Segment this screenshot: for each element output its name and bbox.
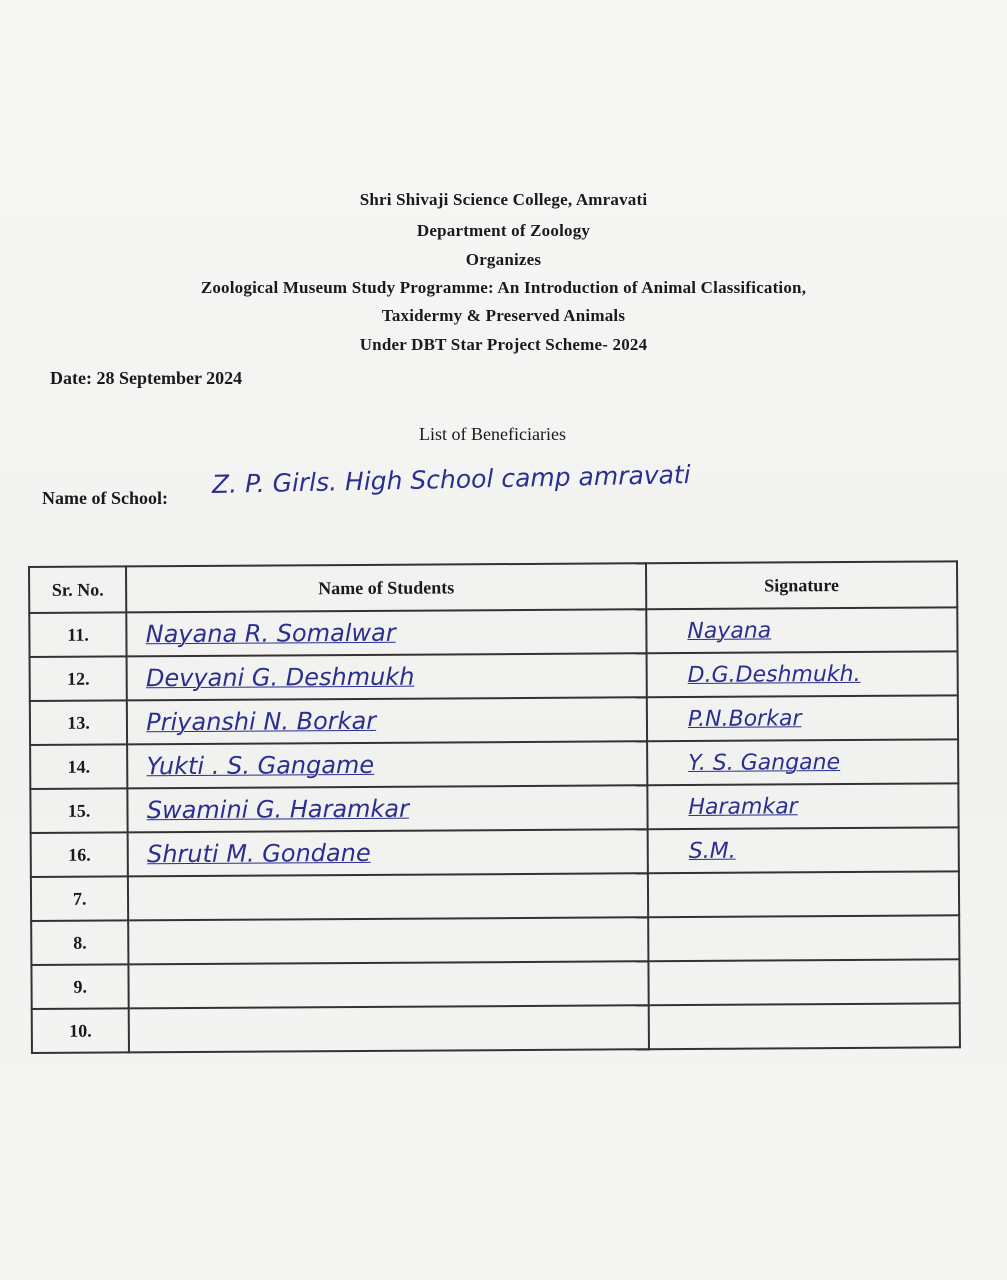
header-sr-no: Sr. No. xyxy=(29,566,127,613)
student-signature xyxy=(649,970,689,995)
table-row xyxy=(32,1003,960,1053)
event-date: Date: 28 September 2024 xyxy=(50,368,243,388)
sr-no-cell: 12. xyxy=(30,656,128,701)
college-name: Shri Shivaji Science College, Amravati xyxy=(359,190,648,209)
programme-title-line2: Taxidermy & Preserved Animals xyxy=(381,306,626,325)
table-row xyxy=(30,651,958,701)
table-row xyxy=(31,959,959,1009)
header-student-name: Name of Students xyxy=(126,563,646,612)
student-signature: Y. S. Gangane xyxy=(688,749,841,776)
sr-no-cell: 13. xyxy=(30,700,128,745)
student-name xyxy=(129,884,147,912)
student-name xyxy=(130,928,148,956)
sr-no-cell: 15. xyxy=(30,788,128,833)
scheme-line: Under DBT Star Project Scheme- 2024 xyxy=(359,335,648,354)
student-signature: P.N.Borkar xyxy=(687,705,802,732)
student-signature: Nayana xyxy=(687,617,772,644)
organizes-text: Organizes xyxy=(465,250,542,269)
student-name: Swamini G. Haramkar xyxy=(146,794,410,825)
table-row xyxy=(30,739,958,789)
table-row xyxy=(31,827,959,877)
sr-no-cell: 9. xyxy=(31,964,129,1009)
student-signature: S.M. xyxy=(688,838,736,864)
sr-no-cell: 16. xyxy=(31,832,129,877)
student-signature xyxy=(650,1014,690,1039)
student-name: Devyani G. Deshmukh xyxy=(145,662,415,693)
beneficiaries-table xyxy=(28,560,961,1054)
sr-no-cell: 10. xyxy=(32,1008,130,1053)
sr-no-cell: 11. xyxy=(29,612,127,657)
student-name: Yukti . S. Gangame xyxy=(146,750,375,781)
table-row xyxy=(31,871,959,921)
sr-no-cell: 7. xyxy=(31,876,129,921)
school-name-handwritten: Z. P. Girls. High School camp amravati xyxy=(211,459,691,499)
student-signature: Haramkar xyxy=(688,793,798,820)
student-name: Nayana R. Somalwar xyxy=(145,618,396,649)
student-signature xyxy=(649,882,689,907)
student-signature xyxy=(649,926,689,951)
sr-no-cell: 14. xyxy=(30,744,128,789)
programme-title-line1: Zoological Museum Study Programme: An Introduction of Animal Classification, xyxy=(200,278,807,297)
header-signature: Signature xyxy=(646,561,957,609)
table-row xyxy=(30,695,958,745)
table-row xyxy=(29,607,957,657)
sr-no-cell: 8. xyxy=(31,920,129,965)
student-name: Priyanshi N. Borkar xyxy=(146,706,377,737)
student-name: Shruti M. Gondane xyxy=(146,838,371,869)
table-row xyxy=(30,783,958,833)
department-name: Department of Zoology xyxy=(416,221,591,240)
table-header-row xyxy=(29,561,957,613)
student-name xyxy=(130,1016,148,1044)
school-label: Name of School: xyxy=(42,488,168,508)
list-title: List of Beneficiaries xyxy=(419,424,566,444)
table-row xyxy=(31,915,959,965)
student-signature: D.G.Deshmukh. xyxy=(687,661,861,688)
student-name xyxy=(130,972,148,1000)
